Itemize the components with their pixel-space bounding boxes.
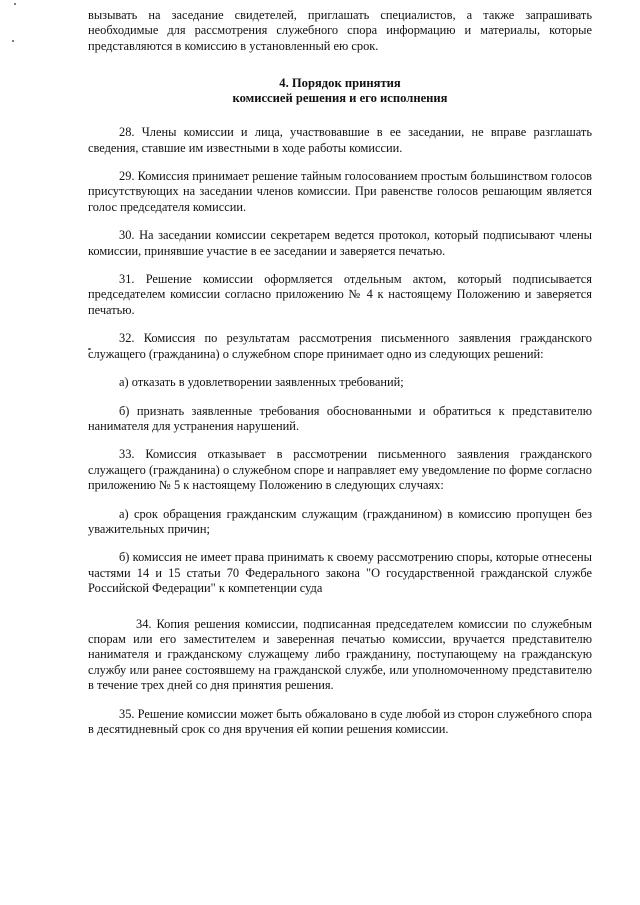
paragraph-32-item-b: б) признать заявленные требования обоснованными и обратиться к представителю нанимателя для устранения нарушений.: [88, 403, 592, 433]
document-body: [88, 8, 592, 750]
scan-speck: [14, 3, 16, 5]
section-heading: [88, 76, 592, 106]
section-heading-line-2: комиссией решения и его исполнения: [232, 91, 448, 106]
paragraph-33-item-b: б) комиссия не имеет права принимать к своему рассмотрению споры, которые отнесены частями 14 и 15 статьи 70 Федерального закона "О государственной гражданской службе Российской Федерации" к компетенции суда: [88, 550, 592, 596]
paragraph-28: 28. Члены комиссии и лица, участвовавшие в ее заседании, не вправе разглашать сведения, ставшие им известными в ходе работы комиссии.: [88, 125, 592, 155]
scan-speck: [12, 40, 14, 42]
paragraph-29: 29. Комиссия принимает решение тайным голосованием простым большинством голосов присутствующих на заседании членов комиссии. При равенстве голосов решающим является голос председателя комиссии.: [88, 169, 592, 214]
continuation-text: вызывать на заседание свидетелей, приглашать специалистов, а также запрашивать необходимые для рассмотрения служебного спора информацию и материалы, которые представляются в комиссию в установленный ею срок.: [88, 8, 592, 53]
paragraph-32: 32. Комиссия по результатам рассмотрения письменного заявления гражданского служащего (гражданина) о служебном споре принимает одно из следующих решений:: [88, 331, 592, 361]
paragraph-33: 33. Комиссия отказывает в рассмотрении письменного заявления гражданского служащего (гражданина) о служебном споре и направляет ему уведомление по форме согласно приложению № 5 к настоящему Положению в следующих случаях:: [88, 447, 592, 493]
section-heading-line-1: 4. Порядок принятия: [279, 76, 401, 91]
paragraph-33-item-a: а) срок обращения гражданским служащим (гражданином) в комиссию пропущен без уважительных причин;: [88, 506, 592, 536]
paragraph-31: 31. Решение комиссии оформляется отдельным актом, который подписывается председателем комиссии согласно приложению № 4 к настоящему Положению и заверяется печатью.: [88, 272, 592, 317]
paragraph-30: 30. На заседании комиссии секретарем ведется протокол, который подписывают члены комиссии, принявшие участие в ее заседании и заверяется печатью.: [88, 228, 592, 258]
paragraph-35: 35. Решение комиссии может быть обжаловано в суде любой из сторон служебного спора в десятидневный срок со дня вручения ей копии решения комиссии.: [88, 706, 592, 736]
paragraph-34: 34. Копия решения комиссии, подписанная председателем комиссии по служебным спорам или его заместителем и заверенная печатью комиссии, вручается представителю нанимателя и гражданскому служащему либо гражданину, поступающему на гражданскую службу или ранее состоявшему на гражданской службе, или уполномоченному представителю в течение трех дней со дня принятия решения.: [88, 616, 592, 693]
paragraph-32-item-a: а) отказать в удовлетворении заявленных требований;: [119, 375, 404, 390]
